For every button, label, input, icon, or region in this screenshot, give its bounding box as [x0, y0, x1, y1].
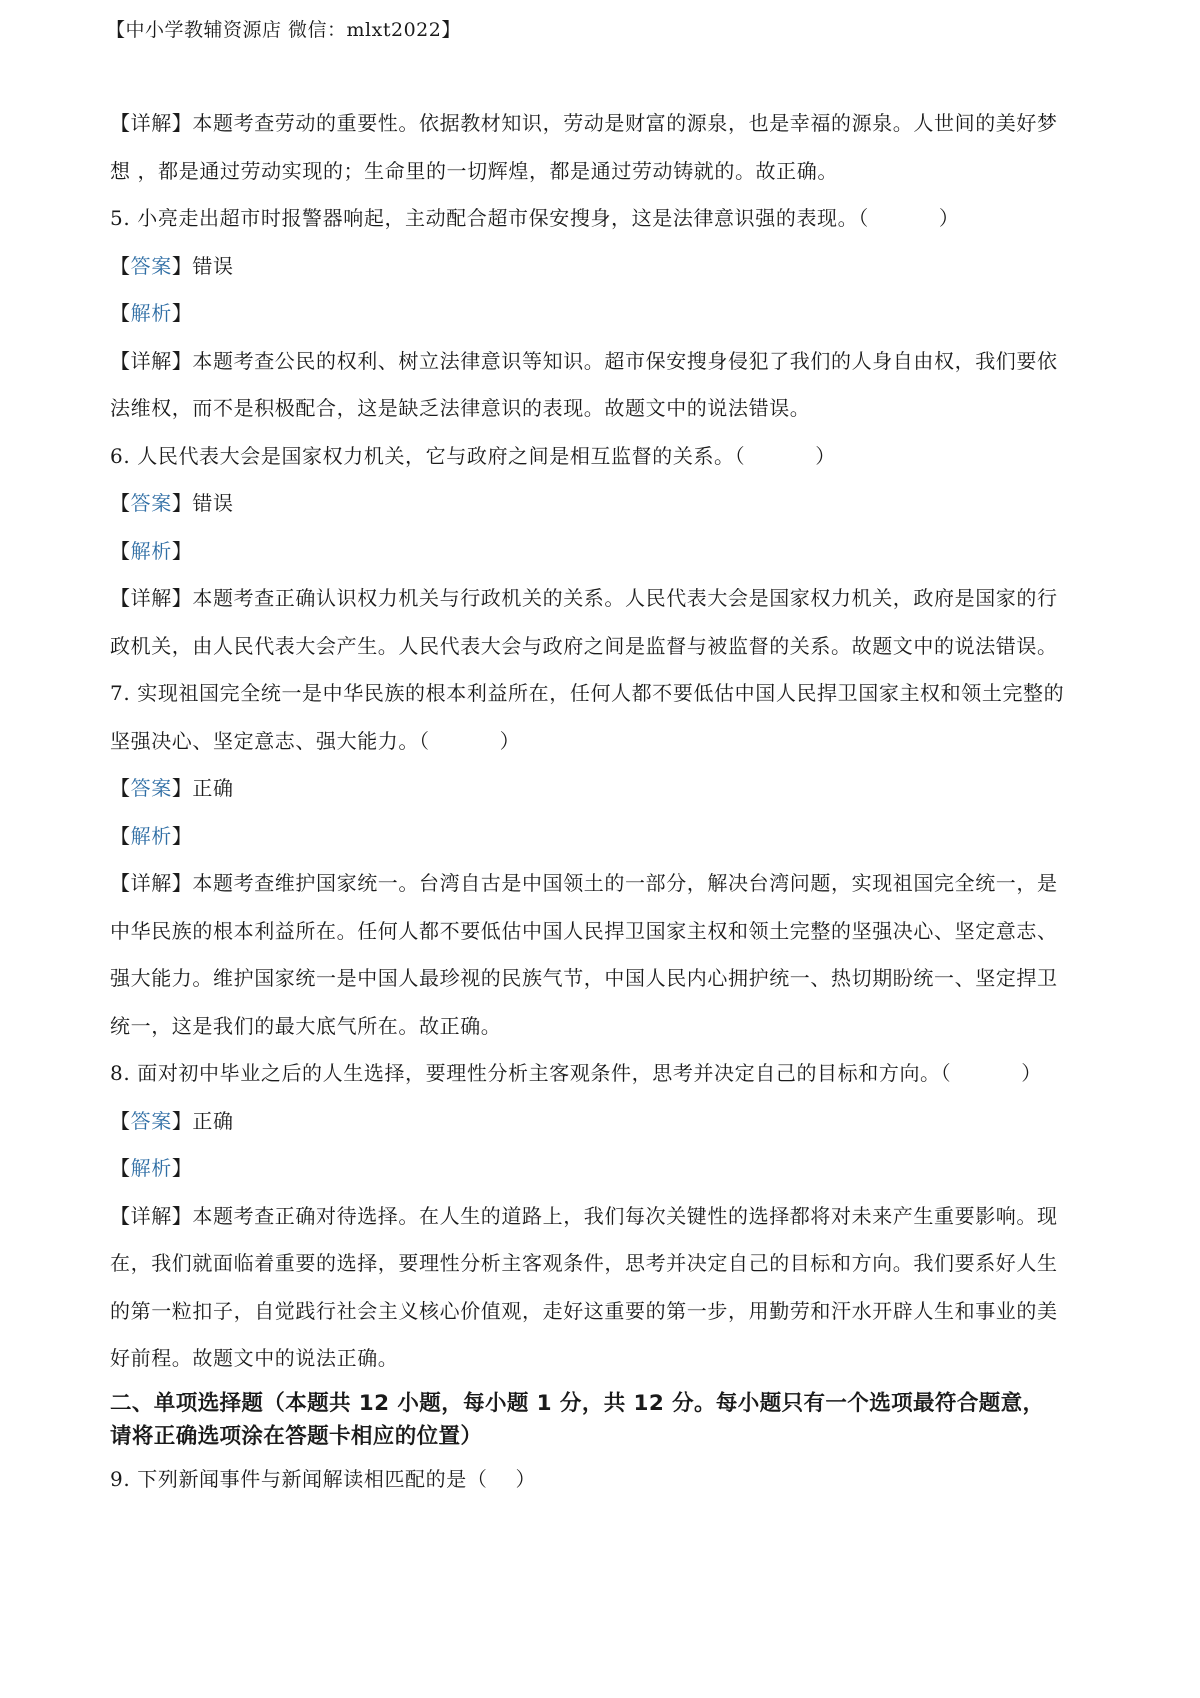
analysis-label: 解析 — [130, 301, 172, 325]
q7-detail-line-4: 统一，这是我们的最大底气所在。故正确。 — [110, 1013, 502, 1038]
header-tag: 【中小学教辅资源店 微信：mlxt2022】 — [106, 19, 461, 41]
detail-label: 【详解】 — [110, 1203, 193, 1228]
detail-label: 【详解】 — [110, 348, 193, 373]
document-body — [110, 100, 1098, 1502]
q6-answer: 【答案】错误 — [110, 491, 234, 515]
answer-value: 正确 — [192, 776, 234, 800]
section-2-heading — [110, 1387, 1098, 1453]
q8-detail-line-2: 在，我们就面临着重要的选择，要理性分析主客观条件，思考并决定自己的目标和方向。我们要系好人生 — [110, 1251, 1058, 1275]
q8-question: 8. 面对初中毕业之后的人生选择，要理性分析主客观条件，思考并决定自己的目标和方向。（ ） — [110, 1061, 1042, 1085]
section-2-heading-line-2: 请将正确选项涂在答题卡相应的位置） — [110, 1423, 483, 1449]
q4-detail-line-2: 想 ，都是通过劳动实现的；生命里的一切辉煌，都是通过劳动铸就的。故正确。 — [110, 158, 838, 183]
q5-answer: 【答案】错误 — [110, 253, 234, 278]
answer-value: 正确 — [192, 1108, 234, 1133]
detail-label: 【详解】 — [110, 586, 193, 610]
answer-label: 答案 — [130, 776, 172, 800]
q5-question: 5. 小亮走出超市时报警器响起，主动配合超市保安搜身，这是法律意识强的表现。（ ） — [110, 206, 960, 230]
analysis-label: 解析 — [130, 823, 172, 848]
q7-question-line-1: 7. 实现祖国完全统一是中华民族的根本利益所在，任何人都不要低估中国人民捍卫国家主权和领土完整的 — [110, 681, 1065, 705]
q5-analysis: 【解析】 — [110, 301, 193, 325]
q7-detail-line-2: 中华民族的根本利益所在。任何人都不要低估中国人民捍卫国家主权和领土完整的坚强决心、坚定意志、 — [110, 918, 1058, 943]
q6-detail-line-1: 【详解】本题考查正确认识权力机关与行政机关的关系。人民代表大会是国家权力机关，政府是国家的行 — [110, 586, 1058, 610]
answer-label: 答案 — [130, 1108, 172, 1133]
q8-detail-line-1: 【详解】本题考查正确对待选择。在人生的道路上，我们每次关键性的选择都将对未来产生重要影响。现 — [110, 1203, 1058, 1228]
q7-answer: 【答案】正确 — [110, 776, 234, 800]
q4-detail-line-1: 【详解】本题考查劳动的重要性。依据教材知识，劳动是财富的源泉，也是幸福的源泉。人世间的美好梦 — [110, 111, 1058, 135]
answer-label: 答案 — [130, 253, 172, 278]
q6-analysis: 【解析】 — [110, 538, 193, 563]
answer-value: 错误 — [192, 253, 234, 278]
q5-detail-line-2: 法维权，而不是积极配合，这是缺乏法律意识的表现。故题文中的说法错误。 — [110, 396, 811, 420]
q8-detail-line-4: 好前程。故题文中的说法正确。 — [110, 1346, 399, 1370]
q8-detail-line-3: 的第一粒扣子，自觉践行社会主义核心价值观，走好这重要的第一步，用勤劳和汗水开辟人生和事业的美 — [110, 1298, 1058, 1323]
answer-value: 错误 — [192, 491, 234, 515]
analysis-label: 解析 — [130, 538, 172, 563]
q8-answer: 【答案】正确 — [110, 1108, 234, 1133]
q7-analysis: 【解析】 — [110, 823, 193, 848]
q7-detail-line-3: 强大能力。维护国家统一是中国人最珍视的民族气节，中国人民内心拥护统一、热切期盼统一、坚定捍卫 — [110, 966, 1058, 990]
q6-detail-line-2: 政机关，由人民代表大会产生。人民代表大会与政府之间是监督与被监督的关系。故题文中的说法错误。 — [110, 633, 1058, 658]
answer-label: 答案 — [130, 491, 172, 515]
q9-question: 9. 下列新闻事件与新闻解读相匹配的是（ ） — [110, 1466, 537, 1491]
detail-label: 【详解】 — [110, 871, 193, 895]
q6-question: 6. 人民代表大会是国家权力机关，它与政府之间是相互监督的关系。（ ） — [110, 443, 836, 468]
q8-analysis: 【解析】 — [110, 1156, 193, 1180]
q7-detail-line-1: 【详解】本题考查维护国家统一。台湾自古是中国领土的一部分，解决台湾问题，实现祖国完全统一，是 — [110, 871, 1058, 895]
q5-detail-line-1: 【详解】本题考查公民的权利、树立法律意识等知识。超市保安搜身侵犯了我们的人身自由权，我们要依 — [110, 348, 1058, 373]
analysis-label: 解析 — [130, 1156, 172, 1180]
q7-question-line-2: 坚强决心、坚定意志、强大能力。（ ） — [110, 728, 521, 753]
section-2-heading-line-1: 二、单项选择题（本题共 12 小题，每小题 1 分，共 12 分。每小题只有一个选项最符合题意， — [110, 1390, 1045, 1416]
detail-label: 【详解】 — [110, 111, 193, 135]
